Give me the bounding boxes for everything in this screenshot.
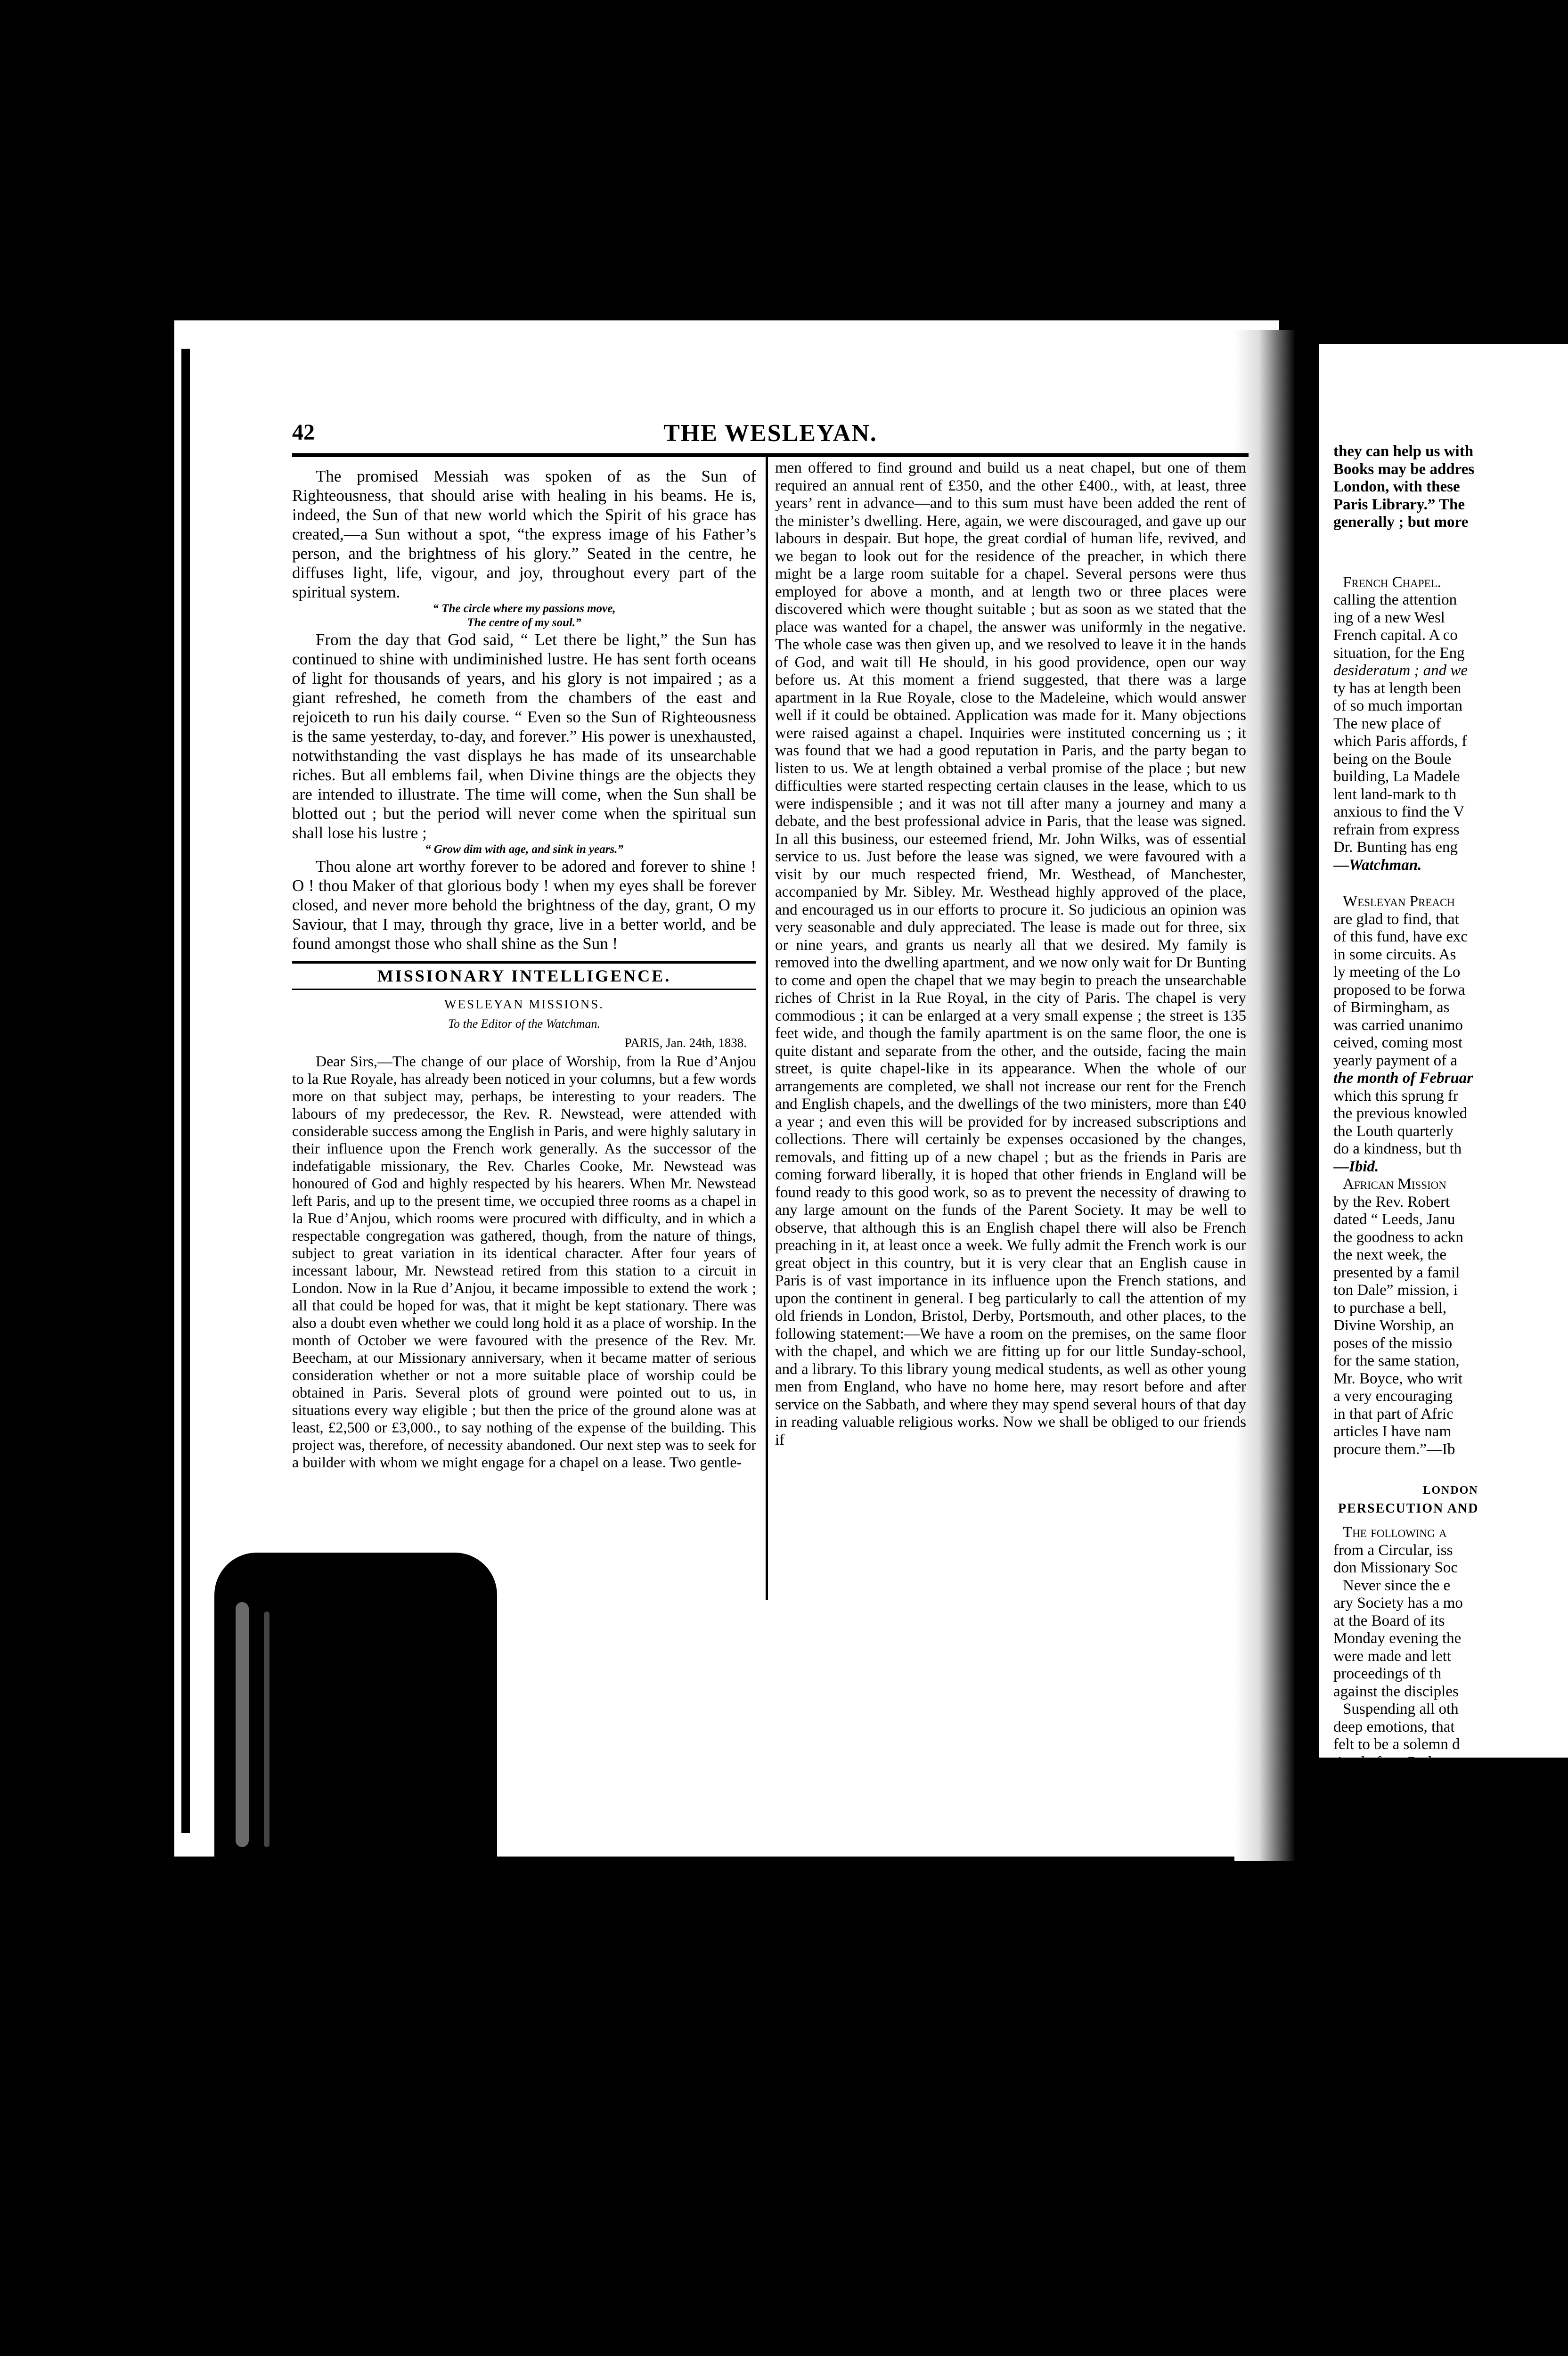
- facing-line: at the Board of its: [1333, 1612, 1445, 1629]
- facing-line: of this fund, have exc: [1333, 928, 1468, 945]
- facing-line: of Birmingham, as: [1333, 999, 1450, 1016]
- facing-line: a very encouraging: [1333, 1388, 1453, 1405]
- facing-line: Books may be addres: [1333, 460, 1475, 478]
- facing-line: anxious to find the V: [1333, 803, 1465, 820]
- section-heading-missionary: MISSIONARY INTELLIGENCE.: [292, 961, 756, 990]
- facing-line: proposed to be forwa: [1333, 981, 1465, 998]
- subheading-editor: To the Editor of the Watchman.: [448, 1017, 601, 1031]
- facing-line: generally ; but more: [1333, 514, 1469, 531]
- thumb-highlight-secondary: [264, 1612, 270, 1847]
- facing-line: deep emotions, that: [1333, 1718, 1455, 1735]
- facing-line: Dr. Bunting has eng: [1333, 839, 1458, 856]
- facing-line: ton Dale” mission, i: [1333, 1282, 1458, 1299]
- facing-line: proceedings of th: [1333, 1665, 1442, 1682]
- column-rule: [766, 455, 768, 1600]
- facing-line: the month of Februar: [1333, 1070, 1473, 1087]
- facing-line: throne of grace in: [1333, 1771, 1444, 1788]
- facing-line: African Mission: [1343, 1176, 1446, 1193]
- facing-line: were made and lett: [1333, 1647, 1452, 1665]
- running-header: [292, 419, 1249, 448]
- facing-line: in that part of Afric: [1333, 1405, 1454, 1423]
- facing-block-a: [1333, 443, 1568, 532]
- dateline: PARIS, Jan. 24th, 1838.: [624, 1036, 747, 1050]
- facing-line: against the disciples: [1333, 1683, 1459, 1700]
- facing-line: by the Rev. Robert: [1333, 1193, 1450, 1211]
- facing-line: do a kindness, but th: [1333, 1140, 1462, 1157]
- facing-line: refrain from express: [1333, 821, 1460, 838]
- facing-line: Monday evening the: [1333, 1630, 1462, 1647]
- facing-line: calling the attention: [1333, 591, 1457, 608]
- facing-line: yearly payment of a: [1333, 1052, 1457, 1069]
- facing-line: Wesleyan Preach: [1343, 893, 1455, 910]
- facing-line: presented by a famil: [1333, 1264, 1460, 1281]
- subheading-wesleyan-missions: WESLEYAN MISSIONS.: [444, 997, 604, 1011]
- header-rule: [292, 453, 1249, 457]
- facing-line: in some circuits. As: [1333, 946, 1456, 963]
- thumb-highlight: [236, 1602, 249, 1847]
- facing-line: —Ibid.: [1333, 1158, 1379, 1175]
- facing-line: building, La Madele: [1333, 768, 1460, 785]
- facing-page-column: [1333, 443, 1568, 1824]
- facing-line: of so much importan: [1333, 697, 1463, 714]
- paragraph-prayer: Thou alone art worthy forever to be adored and forever to shine ! O ! thou Maker of that glorious body ! when my eyes shall be forever closed, and never more behold the brightness of the day, grant, O my Saviour, that I may, through thy grace, live in a better world, and be found amongst those who shall shine as the Sun !: [292, 857, 756, 953]
- facing-line: the previous knowled: [1333, 1105, 1468, 1122]
- facing-line: from a Circular, iss: [1333, 1541, 1453, 1559]
- facing-line: desideratum ; and we: [1333, 662, 1468, 679]
- column-left: [292, 466, 756, 1471]
- facing-line: to purchase a bell,: [1333, 1299, 1447, 1317]
- facing-line: persecuting flock no: [1333, 1807, 1461, 1824]
- facing-line: French Chapel.: [1343, 573, 1441, 591]
- facing-line: which the enemy in: [1333, 1789, 1456, 1806]
- facing-block-d: [1333, 1176, 1568, 1458]
- facing-line: lent land-mark to th: [1333, 785, 1457, 803]
- page-number: 42: [292, 420, 315, 445]
- letter-body: Dear Sirs,—The change of our place of Worship, from la Rue d’Anjou to la Rue Royale, has already been noticed in your columns, but a few words more on that subject may, perhaps, be interesting to your readers. The labours of my predecessor, the Rev. R. Newstead, were attended with considerable success among the English in Paris, and were highly salutary in their influence upon the French work generally. As the successor of the indefatigable missionary, the Rev. Charles Cooke, Mr. Newstead was honoured of God and highly respected by his hearers. When Mr. Newstead left Paris, and up to the present time, we occupied three rooms as a chapel in la Rue d’Anjou, which rooms were procured with difficulty, and in which a respectable congregation was gathered, though, from the nature of things, subject to great variation in its identical character. After four years of incessant labour, Mr. Newstead retired from this station to a circuit in London. Now in la Rue d’Anjou, it became impossible to extend the work ; all that could be hoped for was, that it might be kept stationary. There was also a doubt even whether we could long hold it as a place of worship. In the month of October we were favoured with the presence of the Rev. Mr. Beecham, at our Missionary anniversary, when it became matter of serious consideration whether or not a more suitable place of worship could be obtained in Paris. Several plots of ground were pointed out to us, in situations every way eligible ; but then the price of the ground alone was at least, £2,500 or £3,000., to say nothing of the expense of the building. This project was, therefore, of necessity abandoned. Our next step was to seek for a builder with whom we might engage for a chapel on a lease. Two gentle-: [292, 1053, 756, 1471]
- letter-continuation: men offered to find ground and build us a neat chapel, but one of them required an annual rent of £350, and the other £400., with, at least, three years’ rent in advance—and to this sum must have been added the rent of the minister’s dwelling. Here, again, we were discouraged, and gave up our labours in despair. But hope, the great cordial of human life, revived, and we began to look out for the residence of the preacher, in which there might be a large room suitable for a chapel. Several persons were thus employed for above a month, and at length two or three places were discovered which were thought suitable ; but as soon as we stated that the place was wanted for a chapel, the answer was uniformly in the negative. The whole case was then given up, and we resolved to leave it in the hands of God, and wait till He should, in his good providence, open our way before us. At this moment a friend suggested, that there was a large apartment in la Rue Royale, close to the Madeleine, which would answer well if it could be obtained. Application was made for it. Many objections were raised against a chapel. Inquiries were instituted concerning us ; it was found that we had a good reputation in Paris, and the party began to listen to us. We at length obtained a verbal promise of the place ; but new difficulties were started respecting certain clauses in the lease, which to us were indispensible ; and it was not till after many a journey and many a debate, and the best professional advice in Paris, that the lease was signed. In all this business, our esteemed friend, Mr. John Wilks, was of essential service to us. Just before the lease was signed, we were favoured with a visit by our much respected friend, Mr. Westhead, of Manchester, accompanied by Mr. Sibley. Mr. Westhead highly approved of the place, and encouraged us in our efforts to procure it. So judicious an opinion was very seasonable and duly appreciated. The lease is made out for three, six or nine years, and grants us nearly all that we desired. My family is removed into the dwelling apartment, and we now only wait for Dr Bunting to come and open the chapel that we may begin to preach the unsearchable riches of Christ in la Rue Royal, in the city of Paris. The chapel is very commodious ; it can be enlarged at a very small expense ; the street is 135 feet wide, and though the family apartment is on the same floor, the one is quite distant and separate from the other, and the outside, facing the main street, is quite chapel-like in its appearance. When the whole of our arrangements are completed, we shall not increase our rent for the French and English chapels, and the dwellings of the two ministers, more than £40 a year ; and even this will be provided for by increased subscriptions and collections. There will certainly be expenses occasioned by the changes, removals, and fitting up of a new chapel ; but as the friends in Paris are coming forward liberally, it is hoped that other friends in England will be found ready to this good work, so as to prevent the necessity of drawing to any large amount on the funds of the Parent Society. It may be well to observe, that although this is an English chapel there will also be French preaching in it, at least once a week. We fully admit the French work is our great object in this country, but it is very clear that an English cause in Paris is of vast importance in its influence upon the French stations, and upon the continent in general. I beg particularly to call the attention of my old friends in London, Bristol, Derby, Portsmouth, and other places, to the following statement:—We have a room on the premises, on the same floor with the chapel, and which we are fitting up for our little Sunday-school, and a library. To this library young medical students, as well as other young men from England, who have no home here, may resort before and after service on the Sabbath, and where they may spend several hours of that day in reading valuable religious works. Now we shall be obliged to our friends if: [775, 459, 1246, 1448]
- facing-line: felt to be a solemn d: [1333, 1736, 1460, 1753]
- facing-line: ary Society has a mo: [1333, 1595, 1463, 1612]
- facing-line: was carried unanimo: [1333, 1016, 1463, 1034]
- facing-line: Divine Worship, an: [1333, 1317, 1454, 1334]
- facing-heading-london: LONDON: [1423, 1484, 1478, 1497]
- facing-block-c: [1333, 893, 1568, 1176]
- facing-line: which this sprung fr: [1333, 1087, 1458, 1104]
- facing-line: procure them.”—Ib: [1333, 1440, 1455, 1458]
- facing-line: articles I have nam: [1333, 1423, 1452, 1440]
- facing-line: Suspending all oth: [1343, 1701, 1459, 1718]
- column-right: [775, 459, 1246, 1449]
- facing-line: Mr. Boyce, who writ: [1333, 1370, 1463, 1387]
- facing-line: Paris Library.” The: [1333, 496, 1465, 513]
- page-edge-shadow: [181, 349, 190, 1833]
- facing-line: The following a: [1343, 1524, 1447, 1541]
- facing-line: situation, for the Eng: [1333, 644, 1465, 662]
- facing-line: —Watchman.: [1333, 856, 1422, 874]
- facing-line: for the same station,: [1333, 1352, 1460, 1369]
- facing-line: the Louth quarterly: [1333, 1122, 1454, 1140]
- facing-line: the goodness to ackn: [1333, 1228, 1463, 1246]
- paragraph-sun: The promised Messiah was spoken of as the Sun of Righteousness, that should arise with healing in his beams. He is, indeed, the Sun of that new world which the Spirit of his grace has created,—a Sun without a spot, “the express image of his Father’s person, and the brightness of his glory.” Seated in the centre, he diffuses light, life, vigour, and joy, throughout every part of the spiritual system.: [292, 467, 756, 601]
- facing-heading-persecution: PERSECUTION AND: [1338, 1501, 1479, 1516]
- facing-line: poses of the missio: [1333, 1334, 1453, 1352]
- journal-title: THE WESLEYAN.: [663, 420, 877, 447]
- verse-quote-1a: “ The circle where my passions move,: [433, 602, 616, 615]
- facing-line: the next week, the: [1333, 1246, 1447, 1263]
- paragraph-light: From the day that God said, “ Let there be light,” the Sun has continued to shine with undiminished lustre. He has sent forth oceans of light for thousands of years, and his glory is not impaired ; as a giant refreshed, he cometh from the chambers of the east and rejoiceth to run his daily course. “ Even so the Sun of Righteousness is the same yesterday, to-day, and forever.” His power is unexhausted, notwithstanding the vast displays he has made of its unsearchable riches. But all emblems fail, when Divine things are the objects they are intended to illustrate. The time will come, when the Sun shall be blotted out ; but the period will never come when the spiritual sun shall lose his lustre ;: [292, 630, 756, 842]
- facing-block-e: [1333, 1524, 1568, 1824]
- facing-line: London, with these: [1333, 478, 1460, 495]
- facing-line: ing of a new Wesl: [1333, 609, 1445, 626]
- verse-quote-1b: The centre of my soul.”: [467, 616, 581, 629]
- facing-line: they can help us with: [1333, 443, 1474, 460]
- facing-line: tion before God, an: [1333, 1753, 1454, 1771]
- thumb-occluder: [214, 1553, 497, 1911]
- facing-line: which Paris affords, f: [1333, 733, 1467, 750]
- facing-line: ceived, coming most: [1333, 1034, 1463, 1051]
- facing-line: are glad to find, that: [1333, 910, 1459, 928]
- facing-line: Never since the e: [1343, 1577, 1451, 1594]
- facing-line: being on the Boule: [1333, 750, 1452, 768]
- facing-block-b: [1333, 574, 1568, 875]
- facing-line: The new place of: [1333, 715, 1441, 732]
- facing-line: dated “ Leeds, Janu: [1333, 1211, 1455, 1228]
- facing-line: ly meeting of the Lo: [1333, 964, 1461, 981]
- facing-line: French capital. A co: [1333, 627, 1458, 644]
- facing-line: ty has at length been: [1333, 679, 1462, 697]
- verse-quote-2: “ Grow dim with age, and sink in years.”: [425, 843, 623, 856]
- facing-line: don Missionary Soc: [1333, 1559, 1458, 1576]
